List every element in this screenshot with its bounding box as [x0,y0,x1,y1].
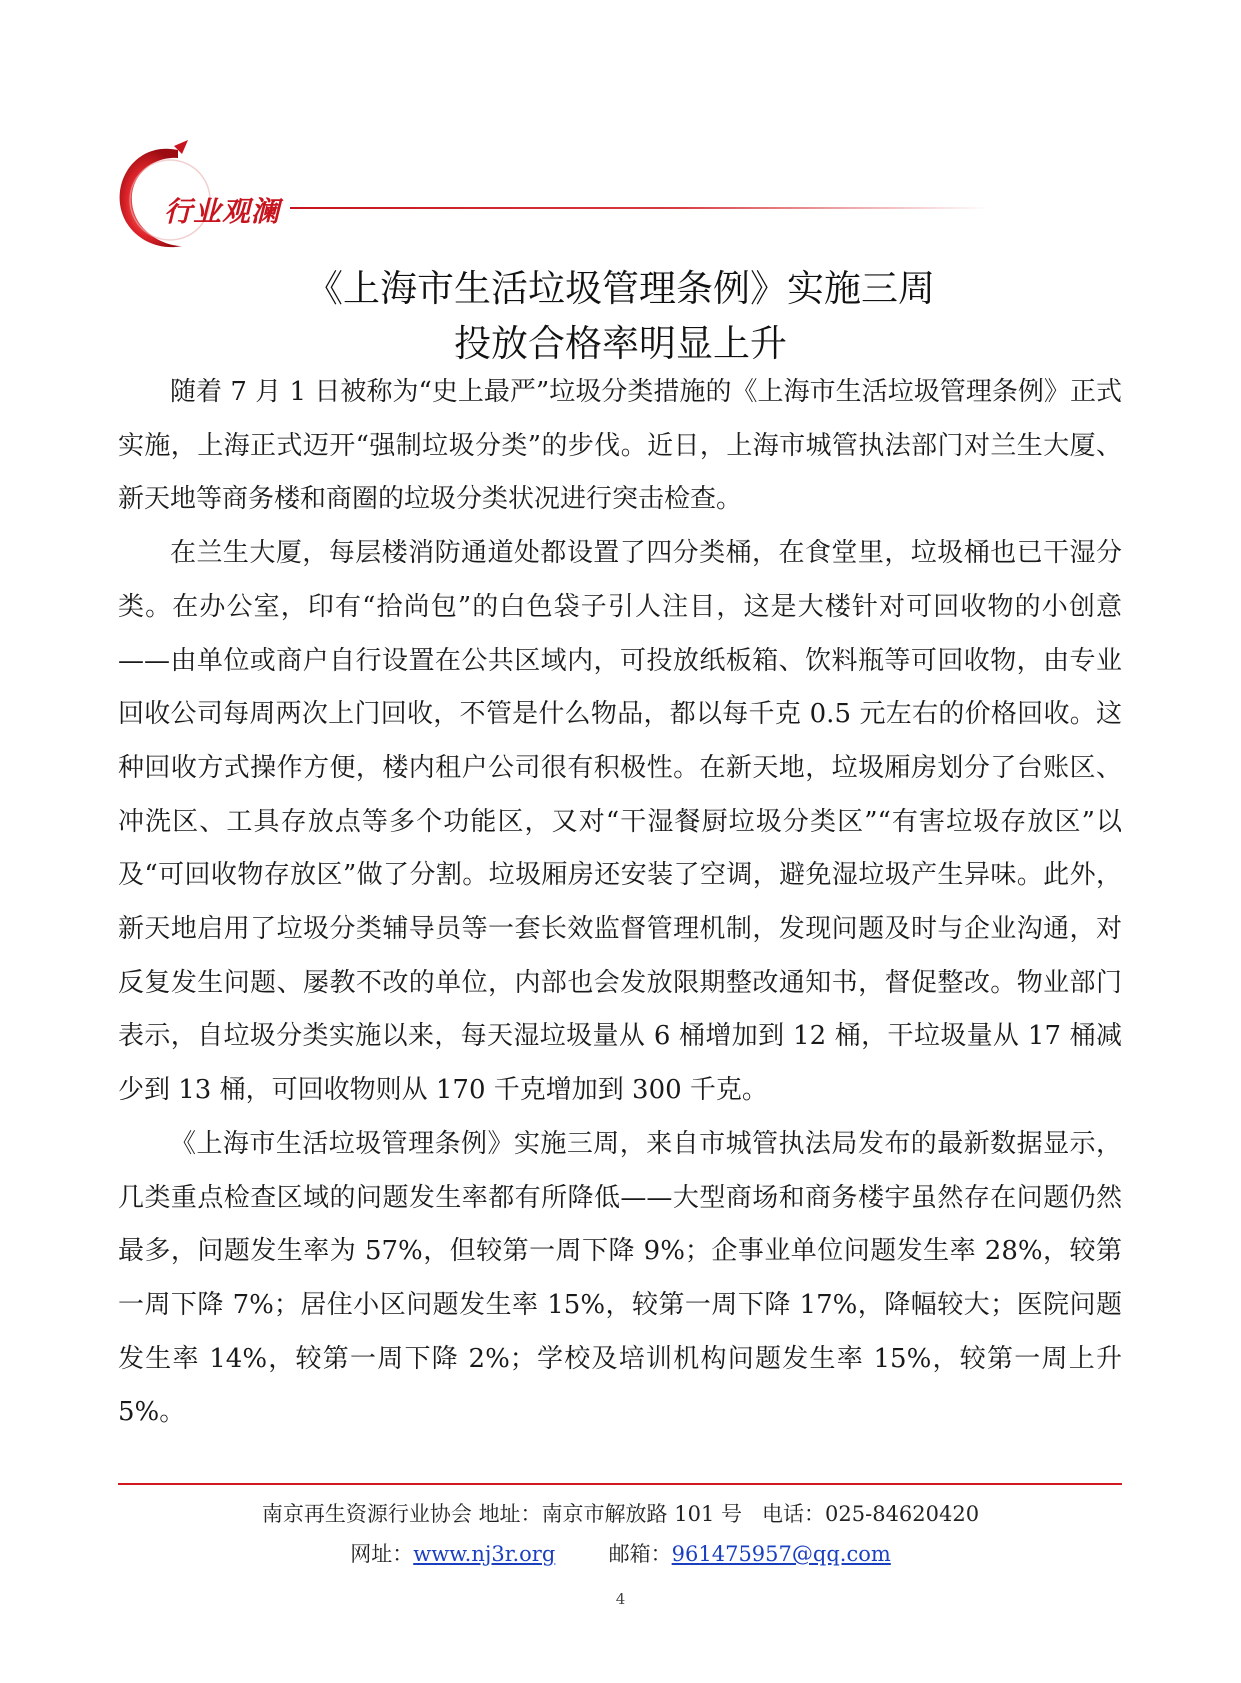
section-label: 行业观澜 [164,195,281,228]
footer-contact [0,1498,1241,1528]
header-divider [290,207,990,209]
paragraph: 随着 7 月 1 日被称为“史上最严”垃圾分类措施的《上海市生活垃圾管理条例》正式实施，上海正式迈开“强制垃圾分类”的步伐。近日，上海市城管执法部门对兰生大厦、新天地等商务楼和商圈的垃圾分类状况进行突击检查。 [118,377,1122,515]
footer-address: 南京市解放路 101 号 [541,1502,742,1526]
section-logo [112,138,292,258]
footer-email-label: 邮箱： [608,1542,672,1566]
footer-website-label: 网址： [350,1542,414,1566]
website-link[interactable]: www.nj3r.org [413,1542,556,1566]
footer-address-label: 地址： [478,1502,542,1526]
article-title: 《上海市生活垃圾管理条例》实施三周 [306,267,935,310]
paragraph: 《上海市生活垃圾管理条例》实施三周，来自市城管执法局发布的最新数据显示，几类重点检查区域的问题发生率都有所降低——大型商场和商务楼宇虽然存在问题仍然最多，问题发生率为 57%，但较第一周下降 9%；企事业单位问题发生率 28%，较第一周下降 7%；居住小区问题发生率 15%，较第一周下降 17%，降幅较大；医院问题发生率 14%，较第一周下降 2%；学校及培训机构问题发生率 15%，较第一周上升 5%。 [118,1128,1122,1428]
footer-links [0,1538,1241,1568]
footer-phone-label: 电话： [762,1502,826,1526]
article-subtitle: 投放合格率明显上升 [454,322,787,365]
page-number: 4 [615,1590,626,1608]
footer-divider [118,1483,1122,1485]
article-body [118,366,1122,1440]
footer-phone: 025-84620420 [825,1502,980,1526]
email-link[interactable]: 961475957@qq.com [671,1542,891,1566]
footer-organization: 南京再生资源行业协会 [261,1502,472,1526]
paragraph: 在兰生大厦，每层楼消防通道处都设置了四分类桶，在食堂里，垃圾桶也已干湿分类。在办公室，印有“拾尚包”的白色袋子引人注目，这是大楼针对可回收物的小创意——由单位或商户自行设置在公共区域内，可投放纸板箱、饮料瓶等可回收物，由专业回收公司每周两次上门回收，不管是什么物品，都以每千克 0.5 元左右的价格回收。这种回收方式操作方便，楼内租户公司很有积极性。在新天地，垃圾厢房划分了台账区、冲洗区、工具存放点等多个功能区，又对“干湿餐厨垃圾分类区”“有害垃圾存放区”以及“可回收物存放区”做了分割。垃圾厢房还安装了空调，避免湿垃圾产生异味。此外，新天地启用了垃圾分类辅导员等一套长效监督管理机制，发现问题及时与企业沟通，对反复发生问题、屡教不改的单位，内部也会发放限期整改通知书，督促整改。物业部门表示，自垃圾分类实施以来，每天湿垃圾量从 6 桶增加到 12 桶，干垃圾量从 17 桶减少到 13 桶，可回收物则从 170 千克增加到 300 千克。 [118,538,1122,1106]
